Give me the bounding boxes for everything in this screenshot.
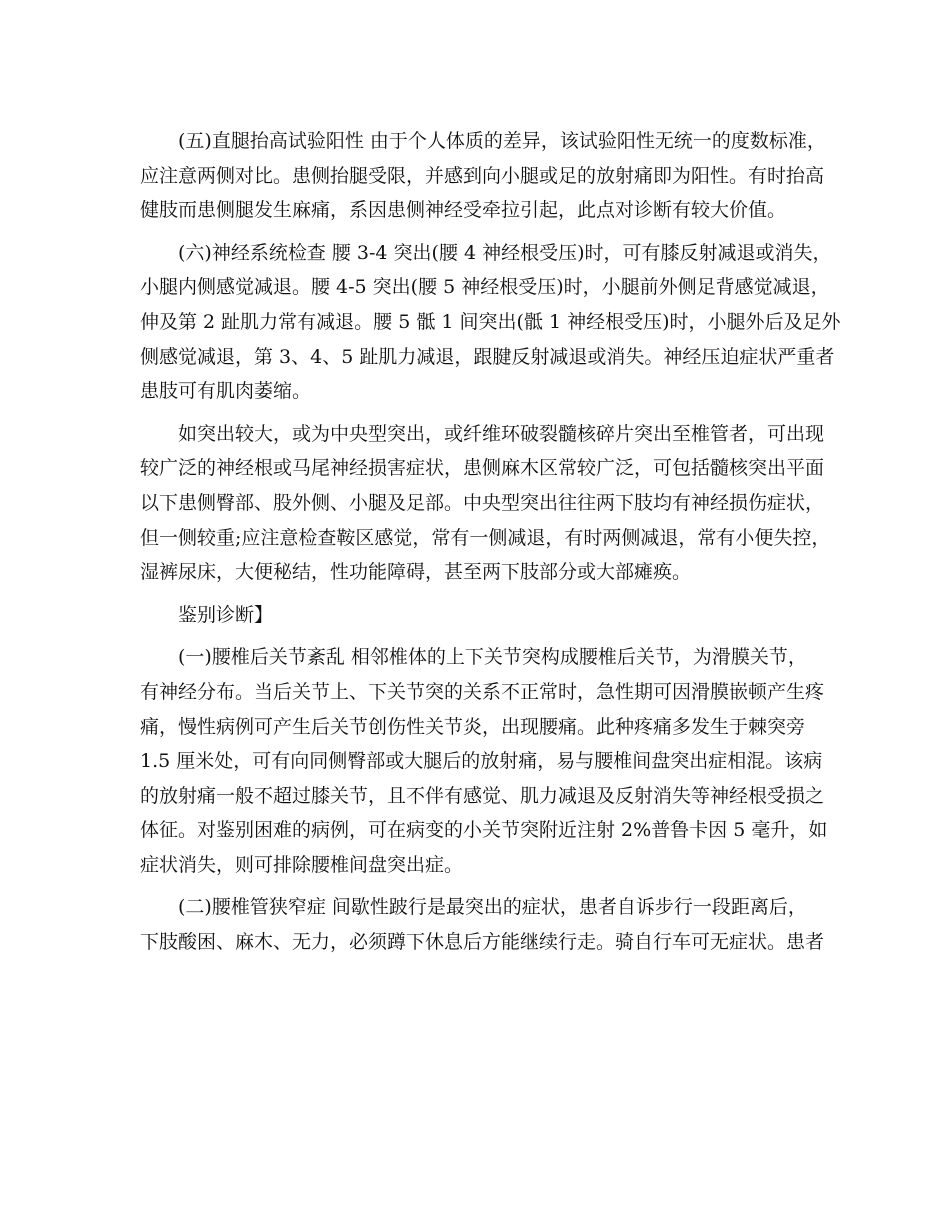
text-line: 有神经分布。当后关节上、下关节突的关系不正常时，急性期可因滑膜嵌顿产生疼 — [140, 680, 825, 703]
text-line: 患肢可有肌肉萎缩。 — [140, 380, 312, 403]
text-line: (二)腰椎管狭窄症 间歇性跛行是最突出的症状，患者自诉步行一段距离后， — [178, 896, 807, 919]
text-line: 如突出较大，或为中央型突出，或纤维环破裂髓核碎片突出至椎管者，可出现 — [178, 422, 825, 445]
paragraph-straight-leg-raise — [140, 124, 826, 228]
text-line: 较广泛的神经根或马尾神经损害症状，患侧麻木区常较广泛，可包括髓核突出平面 — [140, 457, 825, 480]
text-line: 但一侧较重;应注意检查鞍区感觉，常有一侧减退，有时两侧减退，常有小便失控， — [140, 526, 831, 549]
paragraph-spinal-stenosis — [140, 890, 825, 959]
text-line: 的放射痛一般不超过膝关节，且不伴有感觉、肌力减退及反射消失等神经根受损之 — [140, 784, 825, 807]
text-line: 以下患侧臀部、股外侧、小腿及足部。中央型突出往往两下肢均有神经损伤症状， — [140, 491, 825, 514]
text-line: 侧感觉减退，第 3、4、5 趾肌力减退，跟腱反射减退或消失。神经压迫症状严重者 — [140, 345, 835, 368]
text-line: 1.5 厘米处，可有向同侧臀部或大腿后的放射痛，易与腰椎间盘突出症相混。该病 — [140, 750, 823, 773]
text-line: 下肢酸困、麻木、无力，必须蹲下休息后方能继续行走。骑自行车可无症状。患者 — [140, 931, 825, 954]
section-heading-differential-diagnosis — [140, 598, 812, 633]
text-line: 健肢而患侧腿发生麻痛，系因患侧神经受牵拉引起，此点对诊断有较大价值。 — [140, 199, 787, 222]
text-line: 小腿内侧感觉减退。腰 4-5 突出(腰 5 神经根受压)时，小腿前外侧足背感觉减退， — [140, 276, 830, 299]
text-line: 症状消失，则可排除腰椎间盘突出症。 — [140, 853, 464, 876]
text-line: 体征。对鉴别困难的病例，可在病变的小关节突附近注射 2%普鲁卡因 5 毫升，如 — [140, 819, 828, 842]
text-line: (六)神经系统检查 腰 3-4 突出(腰 4 神经根受压)时，可有膝反射减退或消失， — [178, 241, 832, 264]
paragraph-facet-joint-disorder — [140, 640, 828, 882]
text-line: (五)直腿抬高试验阳性 由于个人体质的差异，该试验阳性无统一的度数标准， — [178, 130, 826, 152]
text-line: (一)腰椎后关节紊乱 相邻椎体的上下关节突构成腰椎后关节，为滑膜关节， — [178, 646, 807, 669]
text-line: 痛，慢性病例可产生后关节创伤性关节炎，出现腰痛。此种疼痛多发生于棘突旁 — [140, 715, 806, 738]
text-line: 应注意两侧对比。患侧抬腿受限，并感到向小腿或足的放射痛即为阳性。有时抬高 — [140, 164, 825, 187]
document-body — [140, 124, 841, 960]
text-line: 鉴别诊断】 — [178, 603, 274, 626]
text-line: 伸及第 2 趾肌力常有减退。腰 5 骶 1 间突出(骶 1 神经根受压)时，小腿外后及足外 — [140, 310, 841, 333]
text-line: 湿裤尿床，大便秘结，性功能障碍，甚至两下肢部分或大部瘫痪。 — [140, 561, 692, 584]
paragraph-nervous-system-exam — [140, 236, 841, 409]
paragraph-central-herniation — [140, 417, 831, 590]
